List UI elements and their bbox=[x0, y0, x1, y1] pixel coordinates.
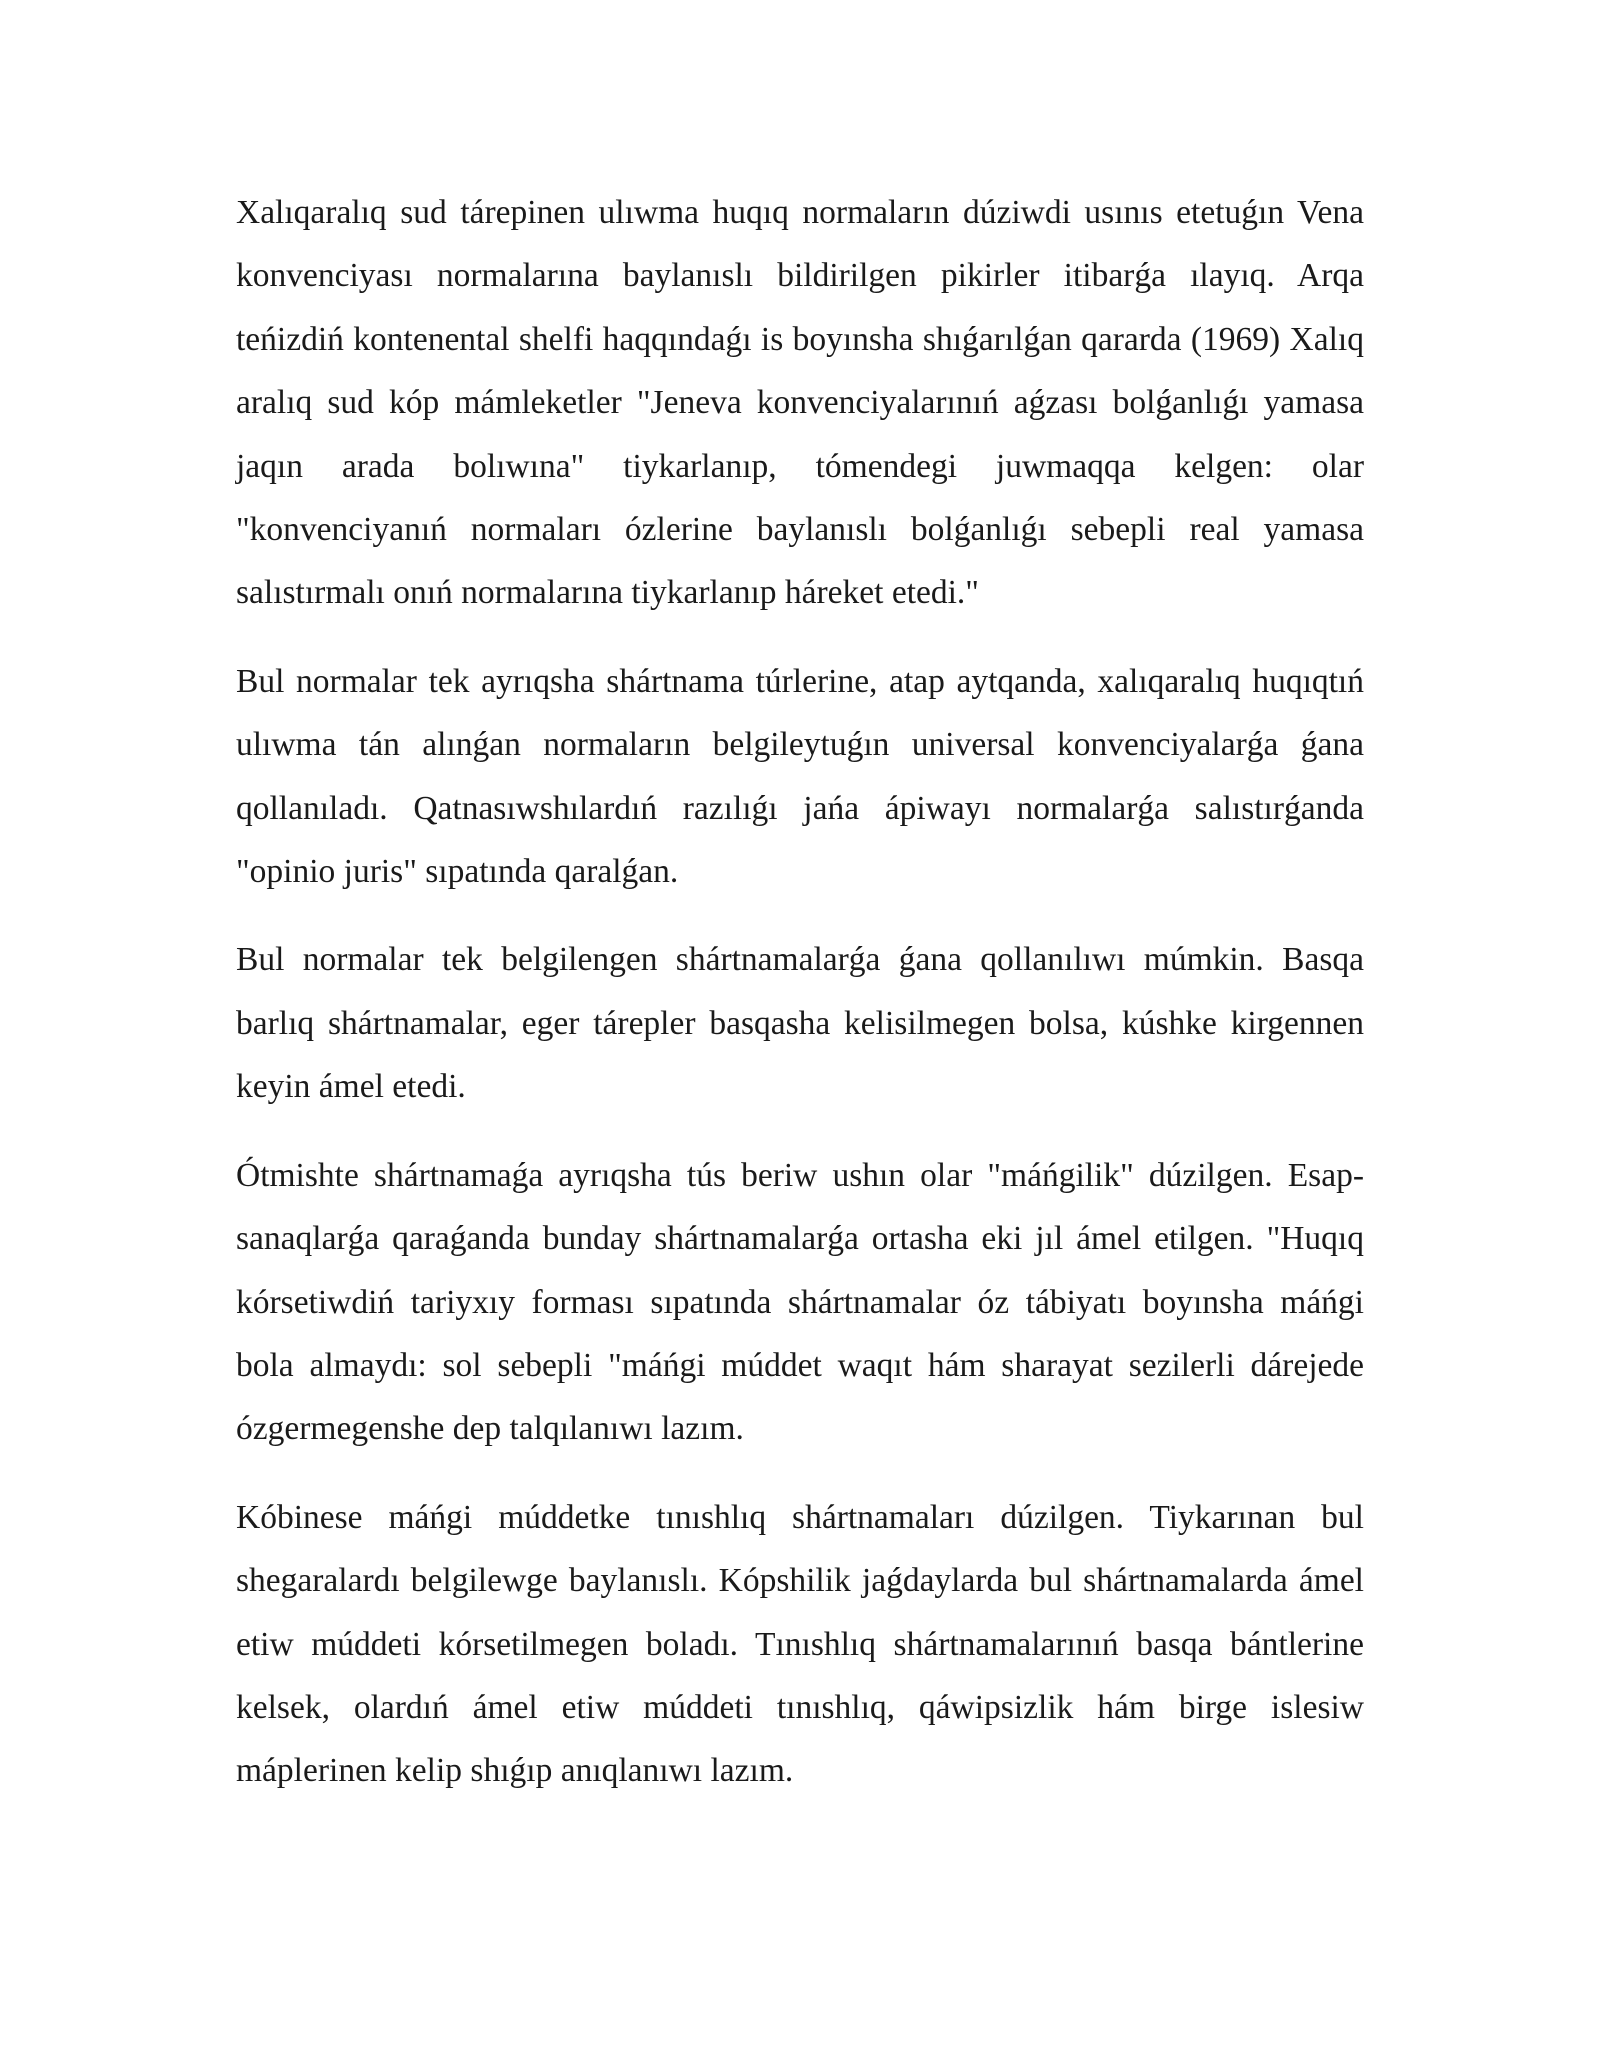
paragraph-3: Bul normalar tek belgilengen shártnamalarǵa ǵana qollanılıwı múmkin. Basqa barlıq shártnamalar, eger tárepler basqasha kelisilmegen bolsa, kúshke kirgennen keyin ámel etedi. bbox=[236, 941, 1364, 1106]
paragraph-1: Xalıqaralıq sud tárepinen ulıwma huqıq normaların dúziwdi usınıs etetuǵın Vena konvenciyası normalarına baylanıslı bildirilgen pikirler itibarǵa ılayıq. Arqa teńizdiń kontenental shelfi haqqındaǵı is boyınsha shıǵarılǵan qararda (1969) Xalıq aralıq sud kóp mámleketler "Jeneva konvenciyalarınıń aǵzası bolǵanlıǵı yamasa jaqın arada bolıwına" tiykarlanıp, tómendegi juwmaqqa kelgen: olar "konvenciyanıń normaları ózlerine baylanıslı bolǵanlıǵı sebepli real yamasa salıstırmalı onıń normalarına tiykarlanıp háreket etedi." bbox=[236, 194, 1364, 612]
paragraph-4: Ótmishte shártnamaǵa ayrıqsha tús beriw ushın olar "máńgilik" dúzilgen. Esap-sanaqlarǵa qaraǵanda bunday shártnamalarǵa ortasha eki jıl ámel etilgen. "Huqıq kórsetiwdiń tariyxıy forması sıpatında shártnamalar óz tábiyatı boyınsha máńgi bola almaydı: sol sebepli "máńgi múddet waqıt hám sharayat sezilerli dárejede ózgermegenshe dep talqılanıwı lazım. bbox=[236, 1156, 1364, 1448]
paragraph-5: Kóbinese máńgi múddetke tınıshlıq shártnamaları dúzilgen. Tiykarınan bul shegaralardı belgilewge baylanıslı. Kópshilik jaǵdaylarda bul shártnamalarda ámel etiw múddeti kórsetilmegen boladı. Tınıshlıq shártnamalarınıń basqa bántlerine kelsek, olardıń ámel etiw múddeti tınıshlıq, qáwipsizlik hám birge islesiw máplerinen kelip shıǵıp anıqlanıwı lazım. bbox=[236, 1498, 1364, 1790]
document-page bbox=[236, 181, 1364, 1828]
paragraph-2: Bul normalar tek ayrıqsha shártnama túrlerine, atap aytqanda, xalıqaralıq huqıqtıń ulıwma tán alınǵan normaların belgileytuǵın universal konvenciyalarǵa ǵana qollanıladı. Qatnasıwshılardıń razılıǵı jańa ápiwayı normalarǵa salıstırǵanda "opinio juris" sıpatında qaralǵan. bbox=[236, 662, 1364, 891]
